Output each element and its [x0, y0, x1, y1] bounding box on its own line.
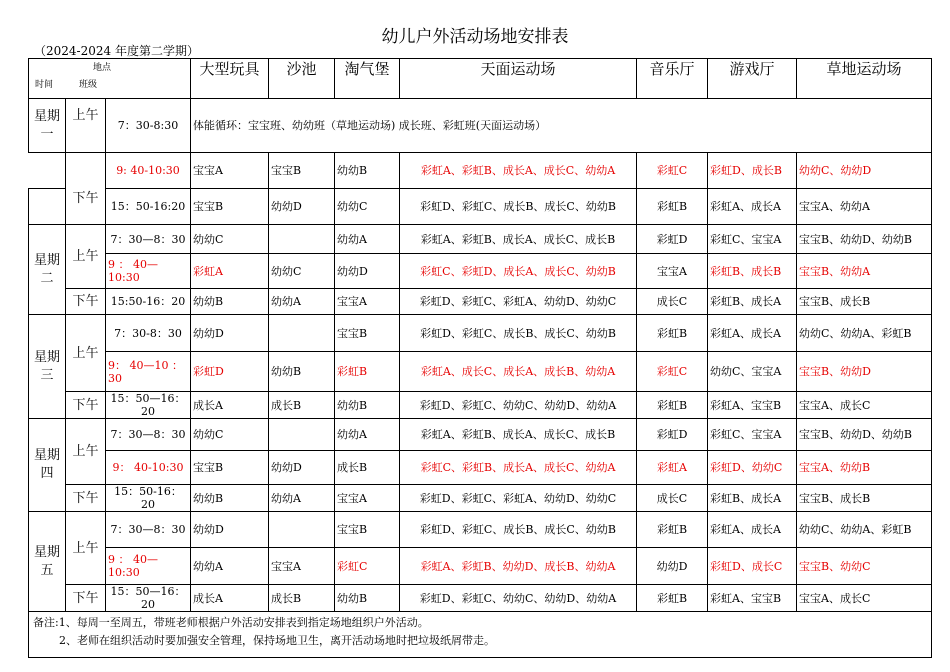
venue-cell: 彩虹B — [637, 392, 708, 419]
table-row — [29, 315, 932, 352]
table-row — [29, 451, 932, 485]
venue-cell — [269, 512, 335, 548]
venue-cell: 宝宝B、幼幼D — [797, 352, 932, 392]
notes-row — [29, 612, 932, 658]
venue-cell: 彩虹B — [335, 352, 400, 392]
venue-cell: 宝宝B、幼幼A — [797, 254, 932, 289]
venue-cell: 彩虹B、成长B — [708, 254, 797, 289]
venue-cell: 彩虹D、彩虹C、幼幼C、幼幼D、幼幼A — [400, 392, 637, 419]
venue-cell: 成长B — [335, 451, 400, 485]
venue-cell: 彩虹A、彩虹B、成长A、成长C、成长B — [400, 419, 637, 451]
venue-cell: 宝宝B、成长B — [797, 289, 932, 315]
time-cell: 7：30-8:30 — [106, 99, 191, 153]
venue-cell: 彩虹C、彩虹B、成长A、成长C、幼幼A — [400, 451, 637, 485]
venue-cell: 幼幼D — [335, 254, 400, 289]
venue-cell: 成长B — [269, 585, 335, 612]
venue-cell: 宝宝A — [335, 289, 400, 315]
venue-cell: 宝宝B、成长B — [797, 485, 932, 512]
venue-cell: 幼幼C — [269, 254, 335, 289]
day-label: 星期三 — [29, 315, 66, 419]
venue-cell: 幼幼D — [191, 512, 269, 548]
venue-cell: 幼幼C — [191, 225, 269, 254]
venue-cell: 彩虹B — [637, 189, 708, 225]
venue-cell: 彩虹D、彩虹C、彩虹A、幼幼D、幼幼C — [400, 289, 637, 315]
venue-cell — [269, 225, 335, 254]
venue-cell: 成长C — [637, 485, 708, 512]
period-label: 下午 — [66, 289, 106, 315]
venue-cell: 宝宝B — [269, 153, 335, 189]
venue-cell: 彩虹A、宝宝B — [708, 585, 797, 612]
venue-header: 游戏厅 — [708, 59, 797, 99]
header-location-label: 地点 — [93, 63, 112, 73]
venue-header: 沙池 — [269, 59, 335, 99]
venue-cell: 彩虹B — [637, 585, 708, 612]
venue-cell: 彩虹D、成长C — [708, 548, 797, 585]
venue-cell — [269, 419, 335, 451]
venue-cell: 彩虹D — [637, 225, 708, 254]
venue-cell: 彩虹D、幼幼C — [708, 451, 797, 485]
venue-cell: 彩虹D — [191, 352, 269, 392]
venue-cell: 彩虹C、宝宝A — [708, 419, 797, 451]
venue-cell: 彩虹C、彩虹D、成长A、成长C、幼幼B — [400, 254, 637, 289]
time-cell: 9: 40-10:30 — [106, 153, 191, 189]
note-line: 2、老师在组织活动时要加强安全管理，保持场地卫生，离开活动场地时把垃圾纸屑带走。 — [59, 634, 495, 647]
venue-header: 大型玩具 — [191, 59, 269, 99]
time-cell: 9： 40—10 ：30 — [106, 352, 191, 392]
period-label: 下午 — [66, 485, 106, 512]
venue-cell: 幼幼B — [191, 485, 269, 512]
venue-cell: 彩虹D、成长B — [708, 153, 797, 189]
venue-header: 淘气堡 — [335, 59, 400, 99]
page-subtitle: （2024-2024 年度第二学期） — [34, 44, 199, 58]
table-row — [29, 585, 932, 612]
table-row — [29, 99, 932, 153]
venue-cell: 彩虹A、成长A — [708, 189, 797, 225]
notes-cell — [29, 612, 932, 658]
venue-cell: 幼幼A — [191, 548, 269, 585]
venue-cell: 成长A — [191, 392, 269, 419]
venue-cell: 成长B — [269, 392, 335, 419]
table-row — [29, 352, 932, 392]
venue-cell: 彩虹A — [191, 254, 269, 289]
header-row — [29, 59, 932, 99]
table-row — [29, 548, 932, 585]
venue-cell: 彩虹A、成长C、成长A、成长B、幼幼A — [400, 352, 637, 392]
venue-cell: 幼幼B — [335, 153, 400, 189]
venue-cell: 宝宝A、成长C — [797, 585, 932, 612]
venue-cell: 彩虹A、宝宝B — [708, 392, 797, 419]
venue-cell: 彩虹D、彩虹C、成长B、成长C、幼幼B — [400, 512, 637, 548]
spacer-cell — [29, 153, 66, 189]
venue-cell: 宝宝A — [335, 485, 400, 512]
venue-cell: 幼幼A — [269, 289, 335, 315]
header-class-label: 班级 — [79, 80, 98, 90]
period-label: 上午 — [66, 512, 106, 585]
table-row — [29, 254, 932, 289]
venue-cell: 彩虹A、彩虹B、成长A、成长C、成长B — [400, 225, 637, 254]
venue-header: 天面运动场 — [400, 59, 637, 99]
venue-cell: 彩虹B、成长A — [708, 485, 797, 512]
time-cell: 7：30—8：30 — [106, 512, 191, 548]
period-label: 上午 — [66, 225, 106, 289]
venue-cell: 宝宝B — [335, 315, 400, 352]
venue-cell: 幼幼D — [269, 451, 335, 485]
venue-cell: 成长C — [637, 289, 708, 315]
venue-cell: 宝宝B、幼幼D、幼幼B — [797, 419, 932, 451]
venue-cell: 幼幼D — [637, 548, 708, 585]
table-row — [29, 512, 932, 548]
page-title: 幼儿户外活动场地安排表 — [381, 27, 569, 47]
venue-cell — [269, 315, 335, 352]
venue-cell: 宝宝A — [637, 254, 708, 289]
day-label: 星期五 — [29, 512, 66, 612]
venue-cell: 幼幼C、幼幼D — [797, 153, 932, 189]
venue-cell: 成长A — [191, 585, 269, 612]
venue-cell: 幼幼A — [269, 485, 335, 512]
venue-cell: 幼幼A — [335, 419, 400, 451]
venue-cell: 彩虹C — [637, 352, 708, 392]
table-row — [29, 189, 932, 225]
venue-cell: 幼幼C、幼幼A、彩虹B — [797, 315, 932, 352]
header-corner-cell — [29, 59, 191, 99]
activity-cell: 体能循环：宝宝班、幼幼班（草地运动场) 成长班、彩虹班(天面运动场） — [191, 99, 932, 153]
venue-cell: 宝宝A、成长C — [797, 392, 932, 419]
venue-cell: 宝宝A — [191, 153, 269, 189]
table-row — [29, 485, 932, 512]
venue-cell: 宝宝A、幼幼B — [797, 451, 932, 485]
venue-cell: 彩虹B、成长A — [708, 289, 797, 315]
time-cell: 7：30—8：30 — [106, 419, 191, 451]
table-row — [29, 419, 932, 451]
time-cell: 9 ： 40—10:30 — [106, 548, 191, 585]
day-label: 星期一 — [29, 99, 66, 153]
venue-cell: 幼幼D — [269, 189, 335, 225]
venue-cell: 幼幼A — [335, 225, 400, 254]
venue-cell: 宝宝B、幼幼C — [797, 548, 932, 585]
venue-cell: 彩虹C — [637, 153, 708, 189]
table-row — [29, 225, 932, 254]
venue-header: 草地运动场 — [797, 59, 932, 99]
venue-cell: 彩虹D、彩虹C、成长B、成长C、幼幼B — [400, 315, 637, 352]
venue-cell: 彩虹A — [637, 451, 708, 485]
day-label: 星期二 — [29, 225, 66, 315]
table-row — [29, 392, 932, 419]
period-label: 下午 — [66, 585, 106, 612]
venue-cell: 彩虹C、宝宝A — [708, 225, 797, 254]
venue-cell: 幼幼C — [335, 189, 400, 225]
header-time-label: 时间 — [35, 80, 54, 90]
time-cell: 15:50-16：20 — [106, 289, 191, 315]
venue-cell: 彩虹C — [335, 548, 400, 585]
venue-cell: 彩虹D、彩虹C、彩虹A、幼幼D、幼幼C — [400, 485, 637, 512]
time-cell: 15：50—16：20 — [106, 585, 191, 612]
note-line: 备注:1、每周一至周五，带班老师根据户外活动安排表到指定场地组织户外活动。 — [33, 616, 429, 629]
venue-header: 音乐厅 — [637, 59, 708, 99]
venue-cell: 彩虹A、成长A — [708, 315, 797, 352]
schedule-table — [28, 58, 932, 658]
period-label: 上午 — [66, 419, 106, 485]
spacer-cell — [29, 189, 66, 225]
venue-cell: 幼幼C、幼幼A、彩虹B — [797, 512, 932, 548]
venue-cell: 宝宝A — [269, 548, 335, 585]
venue-cell: 幼幼D — [191, 315, 269, 352]
period-label: 下午 — [66, 153, 106, 225]
period-label: 上午 — [66, 315, 106, 392]
time-cell: 7：30—8：30 — [106, 225, 191, 254]
time-cell: 15：50-16:20 — [106, 189, 191, 225]
period-label: 上午 — [66, 99, 106, 153]
venue-cell: 幼幼B — [335, 392, 400, 419]
time-cell: 9 ： 40—10:30 — [106, 254, 191, 289]
venue-cell: 宝宝B — [191, 451, 269, 485]
venue-cell: 彩虹D、彩虹C、幼幼C、幼幼D、幼幼A — [400, 585, 637, 612]
venue-cell: 幼幼B — [269, 352, 335, 392]
venue-cell: 幼幼B — [191, 289, 269, 315]
time-cell: 15：50—16：20 — [106, 392, 191, 419]
venue-cell: 幼幼C、宝宝A — [708, 352, 797, 392]
venue-cell: 幼幼B — [335, 585, 400, 612]
venue-cell: 彩虹A、彩虹B、成长A、成长C、幼幼A — [400, 153, 637, 189]
venue-cell: 宝宝A、幼幼A — [797, 189, 932, 225]
venue-cell: 彩虹B — [637, 315, 708, 352]
venue-cell: 彩虹D、彩虹C、成长B、成长C、幼幼B — [400, 189, 637, 225]
venue-cell: 彩虹B — [637, 512, 708, 548]
venue-cell: 彩虹A、成长A — [708, 512, 797, 548]
time-cell: 9： 40-10:30 — [106, 451, 191, 485]
period-label: 下午 — [66, 392, 106, 419]
time-cell: 15：50-16：20 — [106, 485, 191, 512]
venue-cell: 宝宝B、幼幼D、幼幼B — [797, 225, 932, 254]
venue-cell: 彩虹A、彩虹B、幼幼D、成长B、幼幼A — [400, 548, 637, 585]
venue-cell: 彩虹D — [637, 419, 708, 451]
table-row — [29, 153, 932, 189]
table-row — [29, 289, 932, 315]
time-cell: 7：30-8：30 — [106, 315, 191, 352]
venue-cell: 宝宝B — [191, 189, 269, 225]
venue-cell: 幼幼C — [191, 419, 269, 451]
day-label: 星期四 — [29, 419, 66, 512]
venue-cell: 宝宝B — [335, 512, 400, 548]
